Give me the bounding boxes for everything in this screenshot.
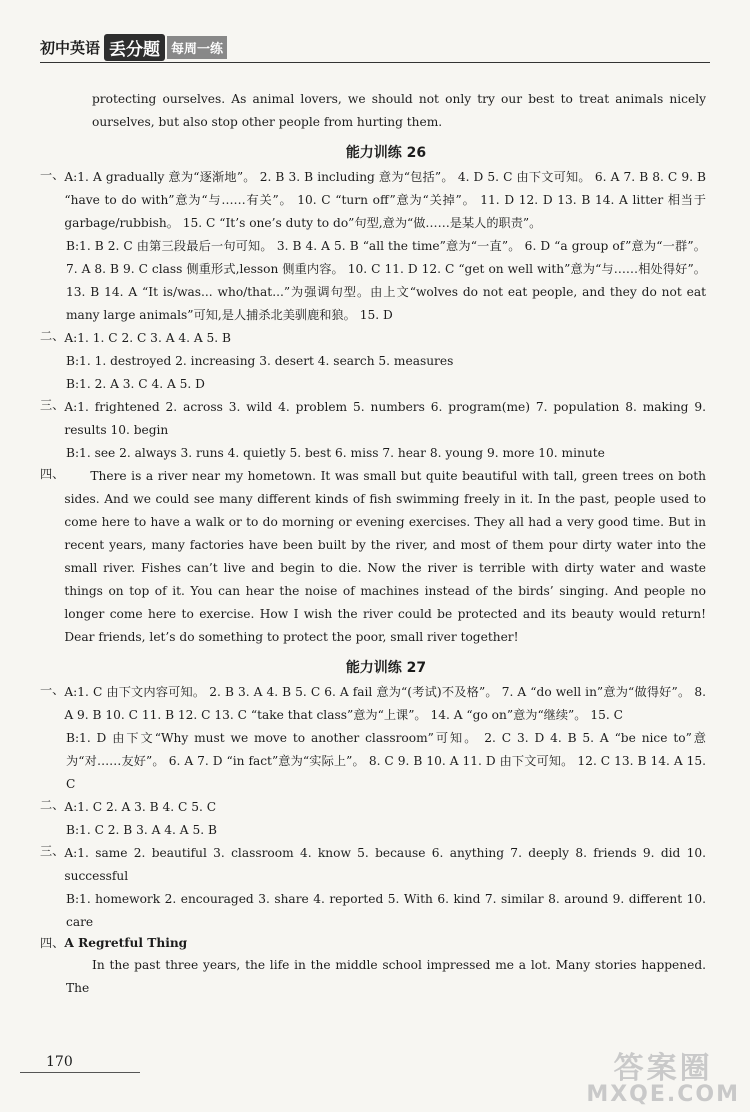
- s27-part-one-a-text: A:1. C 由下文内容可知。 2. B 3. A 4. B 5. C 6. A fail 意为“(考试)不及格”。 7. A “do well in”意为“做得好”。 8. A 9. B 10. C 11. B 12. C 13. C “take that class”意为“上课”。 14. A “go on”意为“继续”。 15. C: [64, 685, 706, 722]
- s26-part-two-a-text: A:1. 1. C 2. C 3. A 4. A 5. B: [64, 331, 232, 345]
- s26-part-four-label: 四、: [40, 467, 65, 481]
- watermark-bottom: MXQE.COM: [586, 1082, 740, 1107]
- watermark-top: 答案圈: [613, 1051, 713, 1086]
- s26-part-one-b: [66, 235, 706, 327]
- s27-part-one-b: [66, 727, 706, 796]
- section-27-heading: 能力训练 27: [345, 660, 427, 676]
- s27-part-three-a: [40, 842, 706, 888]
- s26-part-three-a: [40, 396, 706, 442]
- s26-part-two-c-text: B:1. 2. A 3. C 4. A 5. D: [66, 377, 205, 391]
- section-26-heading: 能力训练 26: [345, 145, 427, 161]
- s27-part-three-b-text: B:1. homework 2. encouraged 3. share 4. reported 5. With 6. kind 7. similar 8. around 9. different 10. care: [66, 892, 706, 929]
- s26-part-one-b-text: B:1. B 2. C 由第三段最后一句可知。 3. B 4. A 5. B “all the time”意为“一直”。 6. D “a group of”意为“一群”。 7. A 8. B 9. C class 侧重形式,lesson 侧重内容。 10. C 11. D 12. C “get on well with”意为“与……相处得好”。 13. B 14. A “It is/was... who/that...”为强调句型。由上文“wolves do not eat people, and they do not eat many large animals”可知,是人捕杀北美驯鹿和狼。 15. D: [66, 239, 706, 322]
- s27-part-two-a-text: A:1. C 2. A 3. B 4. C 5. C: [64, 800, 217, 814]
- series-badge: 丢分题: [104, 34, 165, 61]
- s26-part-two-a: [40, 327, 706, 350]
- s27-essay-title: A Regretful Thing: [64, 936, 188, 950]
- s26-part-two-c: [66, 373, 706, 396]
- s26-part-two-label: 二、: [40, 329, 65, 343]
- s27-part-four-label: 四、: [40, 936, 65, 950]
- watermark-logo: [586, 1051, 740, 1107]
- page-content: [40, 88, 706, 1000]
- series-subtitle: 每周一练: [167, 36, 227, 59]
- header-rule: [40, 62, 710, 63]
- s26-part-three-label: 三、: [40, 398, 65, 412]
- s26-part-three-a-text: A:1. frightened 2. across 3. wild 4. problem 5. numbers 6. program(me) 7. population 8. making 9. results 10. begin: [64, 400, 706, 437]
- s27-essay: In the past three years, the life in the middle school impressed me a lot. Many stories happened. The: [66, 958, 706, 995]
- s26-part-three-b-text: B:1. see 2. always 3. runs 4. quietly 5. best 6. miss 7. hear 8. young 9. more 10. minute: [66, 446, 605, 460]
- s26-part-four: [40, 465, 706, 649]
- s27-part-three-b: [66, 888, 706, 934]
- s27-part-two-label: 二、: [40, 798, 65, 812]
- s26-part-one-a-text: A:1. A gradually 意为“逐渐地”。 2. B 3. B including 意为“包括”。 4. D 5. C 由下文可知。 6. A 7. B 8. C 9. B “have to do with”意为“与……有关”。 10. C “turn off”意为“关掉”。 11. D 12. D 13. B 14. A litter 相当于 garbage/rubbish。 15. C “It’s one’s duty to do”句型,意为“做……是某人的职责”。: [64, 170, 706, 230]
- s26-essay: There is a river near my hometown. It was small but quite beautiful with tall, green trees on both sides. And we could see many different kinds of fish swimming freely in it. In the past, people used to come here to have a walk or to do morning or evening exercises. They all had a very good time. But in recent years, many factories have been built by the river, and most of them pour dirty water into the small river. Fishes can’t live and begin to die. Now the river is terrible with dirty water and waste things on top of it. You can hear the noise of machines instead of the birds’ singing. And people no longer come here to exercise. How I wish the river could be protected and its beauty would return! Dear friends, let’s do something to protect the poor, small river together!: [64, 469, 706, 644]
- s26-part-one-label: 一、: [40, 168, 65, 182]
- s26-part-three-b: [66, 442, 706, 465]
- s27-part-one-b-text: B:1. D 由下文“Why must we move to another classroom”可知。 2. C 3. D 4. B 5. A “be nice to”意为“对……友好”。 6. A 7. D “in fact”意为“实际上”。 8. C 9. B 10. A 11. D 由下文可知。 12. C 13. B 14. A 15. C: [66, 731, 706, 791]
- s27-part-one-a: [40, 681, 706, 727]
- footer-rule: [20, 1072, 140, 1073]
- page-header: [40, 34, 227, 60]
- s27-part-two-a: [40, 796, 706, 819]
- book-title: 初中英语: [40, 38, 101, 57]
- s27-part-three-label: 三、: [40, 844, 65, 858]
- s27-part-two-b-text: B:1. C 2. B 3. A 4. A 5. B: [66, 823, 217, 837]
- s27-part-three-a-text: A:1. same 2. beautiful 3. classroom 4. know 5. because 6. anything 7. deeply 8. friends 9. did 10. successful: [64, 846, 706, 883]
- s27-part-two-b: [66, 819, 706, 842]
- s26-part-two-b-text: B:1. 1. destroyed 2. increasing 3. desert 4. search 5. measures: [66, 354, 454, 368]
- s27-part-one-label: 一、: [40, 683, 65, 697]
- intro-paragraph: protecting ourselves. As animal lovers, we should not only try our best to treat animals nicely ourselves, but also stop other people from hurting them.: [92, 92, 706, 129]
- s26-part-two-b: [66, 350, 706, 373]
- s26-part-one-a: [40, 166, 706, 235]
- s27-part-four: [40, 934, 706, 954]
- page-number: 170: [46, 1054, 73, 1070]
